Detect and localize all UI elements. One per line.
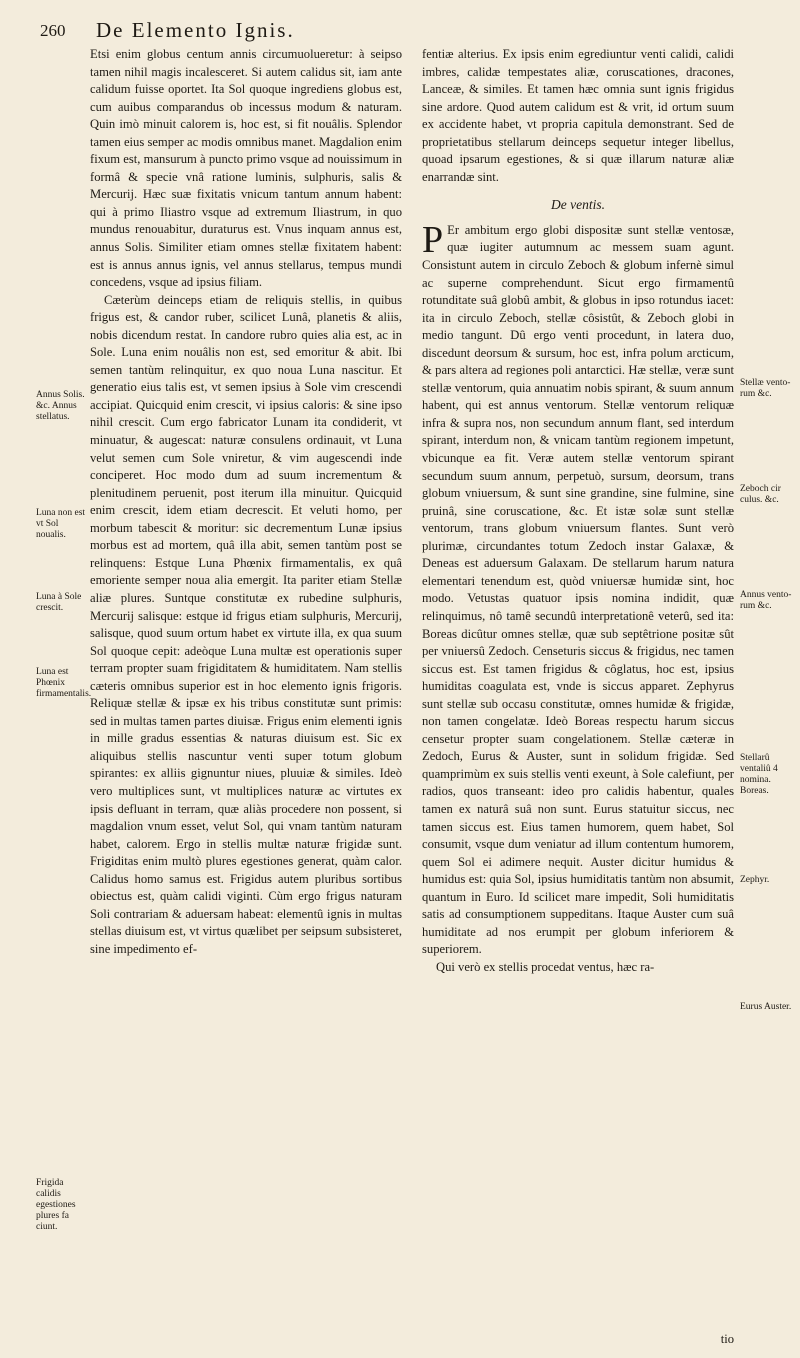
margin-note-left-1: Annus Solis. &c. Annus stellatus. [36,390,85,422]
margin-note-right-5: Zephyr. [740,875,770,885]
left-paragraph-2: Cæterùm deinceps etiam de reliquis stellis, in quibus frigus est, & candor ruber, scilicet Lunâ, planetis & aliis, nobis dicendum restat. In candore rubro quies alia est, ac in Sole. Luna enim nouâlis non est, sed emoritur & abit. Ibi semen tantùm relinquitur, ex quo noua Luna nascitur. Et generatio eius talis est, vt semen ipsius à Sole vim crescendi accipiat. Quicquid enim crescit, vi ipsius caloris: & sine ipso nihil crescit. Cum ergo fabricator Lunam ita condiderit, vt minuatur, & augescat: naturæ consulens ordinauit, vt Luna velut semen cum Sole vniretur, & vim augescendi inde conciperet. Hoc modo dum ad suum incrementum & plenitudinem peruenit, post iterum illa minuitur. Quicquid enim crescit, idem etiam decrescit. Et veluti homo, per morbum tabescit & moritur: sic decrementum Lunæ ipsius morbus est ad mortem, quâ illa abit, semen tantùm post se relinquens: Estque Luna Phœnix firmamentalis, ex quâ emoriente semper noua alia emergit. Ita pariter etiam Stellæ aliæ plures. Suntque constitutæ ex rubedine sulphuris, Mercurij salisque: estque id frigus etiam sulphuris, Mercurij, salisque, quod suum ortum habet ex virtute illa, ex qua suum Sol quoque cepit: adeòque Luna multæ est operationis super terram propter suam frigiditatem & humiditatem. Nam stellis cæteris omnibus superior est in hoc elemento ignis frigoris. Reliquæ stellæ & ipsæ ex his tribus constitutæ sunt primis: sed in multas tamen partes diuisæ. Frigus enim elementi ignis in mille gradus essentias & naturas diuisum est. Sic ex aliquibus stellis nascuntur venti super totum globum spirantes: ex alliis gignuntur niues, pluuiæ & similes. Ideò vero multiplices sunt, vt multiplices naturæ ac virtutes ex ipsis defluant in terram, quæ aliàs procedere non possent, si magdalion vnum esset, velut Sol, qui vnam tantùm naturam habet, calorem. Ergo in stellis multæ naturæ frigidæ sunt. Frigiditas enim multò plures egestiones generat, quàm calor. Calidus homo samus est. Frigidus autem pluribus sortibus obiectus est, quàm calidi viginti. Cùm ergo frigus naturam Soli contrariam & aduersam habeat: elementû ignis in multas stellas diuisum est, vt virtus quælibet per seipsum subsisteret, sine impedimento ef- [90,292,402,956]
margin-note-right-4: Stellarû ventaliû 4 nomina. Boreas. [740,753,778,796]
running-title: De Elemento Ignis. [96,18,295,42]
right-body-text: Er ambitum ergo globi dispositæ sunt stellæ ventosæ, quæ iugiter autumnum ac messem suam agunt. Consistunt autem in circulo Zeboch & globum infernè simul ac superne comprehendunt. Sicut ergo firmamentû rotunditate suâ globû ambit, & globus in ipso rotundus iacet: ita in circulo Zeboch, stellæ côsistût, & Zeboch globi in medio tangunt. Dû ergo venti procedunt, in latera duo, discedunt deorsum & sursum, hoc est, infra polum arcticum, & pars altera ad regiones poli antarctici. Hæ stellæ, veræ sunt stellæ ventorum, quia annuatim nobis spirant, & suum annum habent, qui est annus ventorum. Stellæ ventorum reliquæ infra & supra nos, non secundum annum flant, sed interdum spirant, interdum non, & vnicam tantùm regionem impetunt, vbicunque ea fit. Veræ autem stellæ ventorum spirant secundum suum annum, perpetuò, sursum, deorsum, trans globum vniuersum, & sunt sine grandine, sine fulmine, sine pruinâ, sine coruscatione, &c. Et istæ solæ sunt stellæ ventorum, trans globum vniuersum flantes. Sunt verò plurimæ, circundantes totum Zedoch instar Galaxæ, & Deneas est aduersum Galaxam. De stellarum harum natura elementari tenendum est, quòd vniuersæ humidæ sint, hoc modo. Vetustas quatuor ipsis nomina indidit, quæ relinquimus, nô tamê secundû interpretationê veterû, sed ita: Boreas dicûtur omnes stellæ, quæ sub septêtrione positæ sût per vniuersû Zedoch. Censeturis siccus & frigidus, nec tamen siccus est. Est tamen frigidus & côglatus, hoc est, ipsius humiditas coagulata est, vnde is siccus apparet. Zephyrus sunt stellæ sub occasu constitutæ, omnes humidæ & frigidæ, non tamen congelatæ. Ideò Boreas respectu harum siccus censetur propter suam congelationem. Stellæ cæteræ in Zedoch, Eurus & Auster, sunt in solidum frigidæ. Sed quamprimùm ex suis stellis venti exeunt, à Sole calefiunt, per radios, quos transeant: ideo pro calidis habentur, quales tamen ex naturâ suâ non sunt. Eurus statuitur siccus, nec tamen siccus est. Eius tamen humorem, quem habet, Sol consumit, vsque dum veniatur ad illum contentum humorem, quem Sol ei adimere nequit. Auster dicitur humidus & humidus est: quia Sol, ipsius humiditatis tantùm non absumit, quantum in Euro. Id scilicet mare impedit, Soli humiditatis satis ad consumptionem suppeditans. Itaque Auster cum suâ humiditate ad nos erumpit per globum inferiorem & superiorem. [422,222,734,957]
left-column [90,46,402,958]
section-title: De ventis. [551,197,605,213]
right-closing-paragraph: Qui verò ex stellis procedat ventus, hæc ra- [436,959,655,974]
margin-note-right-3: Annus vento- rum &c. [740,590,792,611]
margin-note-left-5: Frigida calidis egestiones plures fa ciunt. [36,1178,76,1232]
page-number: 260 [40,21,66,40]
margin-note-right-1: Stellæ vento- rum &c. [740,378,791,399]
margin-note-right-6: Eurus Auster. [740,1002,792,1012]
right-opening-paragraph: fentiæ alterius. Ex ipsis enim egrediuntur venti calidi, calidi imbres, calidæ tempestates aliæ, coruscationes, dracones, Lanceæ, & similes. Et tamen hæc omnia sunt ignis frigidus sine ardore. Quod autem calidum est & vrit, id ortum suum ex accidente habet, vt propria capitula demonstrant. Sed de proprietatibus stellarum deinceps sequetur integer libellus, quoad ipsarum egestiones, & si quæ illarum naturæ aliæ enarrandæ sint. [422,47,734,184]
catchword: tio [720,1332,734,1346]
right-column [422,46,734,976]
margin-note-left-2: Luna non est vt Sol noualis. [36,508,86,540]
margin-note-left-4: Luna est Phœnix firmamentalis. [36,667,92,699]
left-paragraph-1: Etsi enim globus centum annis circumuolueretur: à seipso tamen nihil magis incalesceret. Si autem calidus sit, iam ante calidum fuisse oportet. Ita Sol quoque ingrediens globus est, cum auibus comparandus ob incessus modum & naturam. Quin imò minuit calorem is, hoc est, si fit nouâlis. Splendor tamen eius semper ac modis omnibus manet. Magdalion enim fixum est, mansurum à puncto primo vsque ad nouissimum in formâ & specie vnâ ratione luminis, sulphuris, salis & Mercurij. Hæc suæ fixitatis vnicum tantum annum habent: qui à primo Iliastro vsque ad extremum Iliastrum, in quo mundus renouabitur, duraturus est. Vnus inquam annus est, annus Solis. Similiter etiam omnes stellæ fixitatem habent: est is annus annus ignis, vel annus stellarus, tempus mundi concedens, vsque ad ipsius filiam. [90,47,402,290]
margin-note-right-2: Zeboch cir culus. &c. [740,484,781,505]
margin-note-left-3: Luna à Sole crescit. [36,592,82,613]
drop-cap: P [422,218,444,261]
right-body-paragraph [422,218,734,959]
